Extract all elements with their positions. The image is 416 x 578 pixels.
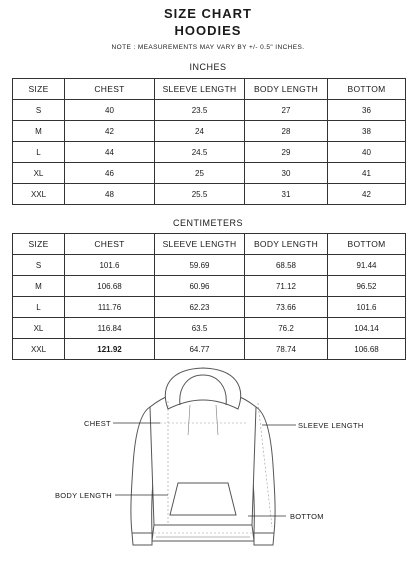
chest-cell: 116.84	[65, 318, 155, 339]
header-size: SIZE	[13, 234, 65, 255]
chest-cell: 121.92	[65, 339, 155, 360]
size-cell: L	[13, 297, 65, 318]
table-row	[13, 339, 406, 360]
page-title: SIZE CHART	[164, 6, 252, 21]
sleeve-cell: 62.23	[155, 297, 245, 318]
left-cuff	[132, 533, 152, 545]
table-header-row	[13, 234, 406, 255]
body-length-label: BODY LENGTH	[55, 491, 112, 500]
header-size: SIZE	[13, 79, 65, 100]
sleeve-cell: 64.77	[155, 339, 245, 360]
table-row	[13, 142, 406, 163]
table-header-row	[13, 79, 406, 100]
table-row	[13, 255, 406, 276]
hoodie-diagram	[0, 365, 416, 573]
size-cell: XL	[13, 318, 65, 339]
right-cuff	[254, 533, 274, 545]
bottom-cell: 91.44	[328, 255, 406, 276]
chest-cell: 48	[65, 184, 155, 205]
kangaroo-pocket	[170, 483, 236, 515]
body-cell: 30	[245, 163, 328, 184]
bottom-cell: 38	[328, 121, 406, 142]
sleeve-cell: 25	[155, 163, 245, 184]
hoodie-illustration	[0, 365, 416, 573]
chest-label: CHEST	[84, 419, 111, 428]
sleeve-cell: 63.5	[155, 318, 245, 339]
centimeters-section-title: CENTIMETERS	[172, 218, 243, 228]
table-row	[13, 121, 406, 142]
sleeve-cell: 24.5	[155, 142, 245, 163]
body-cell: 78.74	[245, 339, 328, 360]
inches-table	[12, 78, 406, 205]
size-cell: S	[13, 100, 65, 121]
bottom-cell: 40	[328, 142, 406, 163]
header-bottom: BOTTOM	[328, 79, 406, 100]
size-cell: M	[13, 121, 65, 142]
bottom-cell: 36	[328, 100, 406, 121]
body-cell: 68.58	[245, 255, 328, 276]
size-cell: L	[13, 142, 65, 163]
table-row	[13, 297, 406, 318]
header-body-length: BODY LENGTH	[245, 234, 328, 255]
size-cell: XXL	[13, 339, 65, 360]
table-row	[13, 184, 406, 205]
header-sleeve-length: SLEEVE LENGTH	[155, 234, 245, 255]
header-sleeve-length: SLEEVE LENGTH	[155, 79, 245, 100]
table-row	[13, 100, 406, 121]
sleeve-cell: 59.69	[155, 255, 245, 276]
page-subtitle: HOODIES	[174, 23, 242, 38]
sleeve-cell: 23.5	[155, 100, 245, 121]
size-cell: S	[13, 255, 65, 276]
sleeve-length-label: SLEEVE LENGTH	[298, 421, 364, 430]
header-body-length: BODY LENGTH	[245, 79, 328, 100]
sleeve-cell: 60.96	[155, 276, 245, 297]
body-cell: 76.2	[245, 318, 328, 339]
chest-cell: 101.6	[65, 255, 155, 276]
bottom-cell: 42	[328, 184, 406, 205]
chest-cell: 106.68	[65, 276, 155, 297]
size-cell: M	[13, 276, 65, 297]
bottom-cell: 96.52	[328, 276, 406, 297]
bottom-label: BOTTOM	[290, 512, 324, 521]
body-cell: 29	[245, 142, 328, 163]
measurement-note: NOTE : MEASUREMENTS MAY VARY BY +/- 0.5" INCHES.	[111, 44, 305, 51]
table-row	[13, 318, 406, 339]
table-row	[13, 276, 406, 297]
chest-cell: 40	[65, 100, 155, 121]
inches-section-title: INCHES	[189, 62, 227, 72]
chest-cell: 42	[65, 121, 155, 142]
body-cell: 73.66	[245, 297, 328, 318]
chest-cell: 44	[65, 142, 155, 163]
body-cell: 27	[245, 100, 328, 121]
body-cell: 28	[245, 121, 328, 142]
sleeve-cell: 25.5	[155, 184, 245, 205]
header-bottom: BOTTOM	[328, 234, 406, 255]
chest-cell: 111.76	[65, 297, 155, 318]
bottom-cell: 101.6	[328, 297, 406, 318]
body-cell: 31	[245, 184, 328, 205]
size-cell: XL	[13, 163, 65, 184]
sleeve-cell: 24	[155, 121, 245, 142]
bottom-cell: 41	[328, 163, 406, 184]
header-chest: CHEST	[65, 234, 155, 255]
chest-cell: 46	[65, 163, 155, 184]
header-chest: CHEST	[65, 79, 155, 100]
bottom-cell: 106.68	[328, 339, 406, 360]
size-cell: XXL	[13, 184, 65, 205]
bottom-cell: 104.14	[328, 318, 406, 339]
body-cell: 71.12	[245, 276, 328, 297]
centimeters-table	[12, 233, 406, 360]
table-row	[13, 163, 406, 184]
